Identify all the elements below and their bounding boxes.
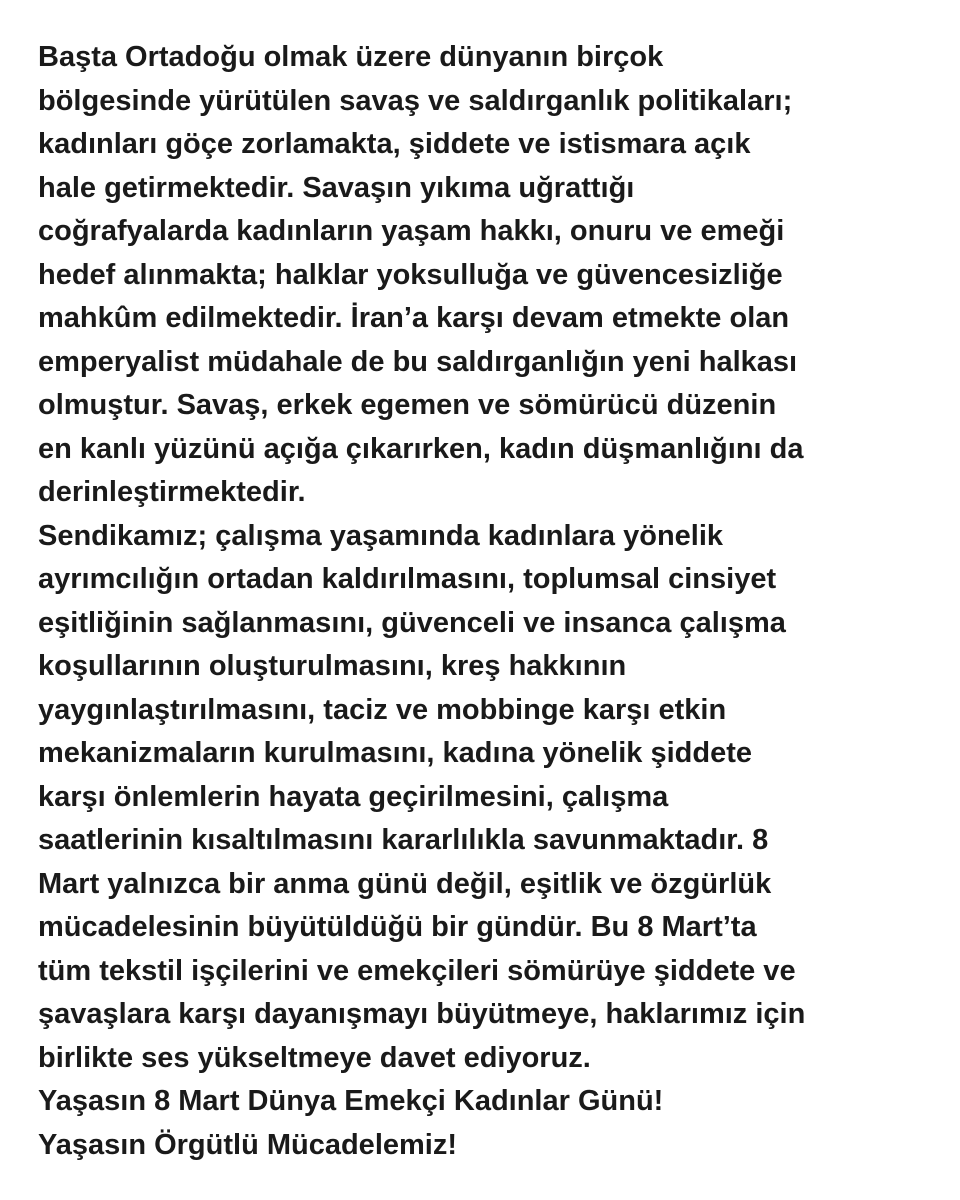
text-line: coğrafyalarda kadınların yaşam hakkı, onuru ve emeği [38,215,785,247]
text-line: Başta Ortadoğu olmak üzere dünyanın birçok [38,41,664,73]
text-line: şavaşlara karşı dayanışmayı büyütmeye, haklarımız için [38,998,806,1030]
text-line: mücadelesinin büyütüldüğü bir gündür. Bu 8 Mart’ta [38,911,757,943]
text-line: karşı önlemlerin hayata geçirilmesini, çalışma [38,780,669,813]
slogan-organized-struggle: Yaşasın Örgütlü Mücadelemiz! [38,1128,457,1161]
text-line: yaygınlaştırılmasını, taciz ve mobbinge karşı etkin [38,693,727,726]
text-line: hale getirmektedir. Savaşın yıkıma uğrattığı [38,171,635,204]
text-line: koşullarının oluşturulmasını, kreş hakkının [38,650,627,682]
paragraph-union-demands [38,515,938,1081]
text-line: hedef alınmakta; halklar yoksulluğa ve güvencesizliğe [38,258,783,291]
text-line: derinleştirmektedir. [38,476,306,508]
text-line: tüm tekstil işçilerini ve emekçileri sömürüye şiddete ve [38,954,796,987]
text-line: Sendikamız; çalışma yaşamında kadınlara yönelik [38,519,724,552]
text-line: mahkûm edilmektedir. İran’a karşı devam etmekte olan [38,302,790,334]
text-line: saatlerinin kısaltılmasını kararlılıkla savunmaktadır. 8 [38,824,769,856]
text-line: birlikte ses yükseltmeye davet ediyoruz. [38,1041,591,1074]
text-line: ayrımcılığın ortadan kaldırılmasını, toplumsal cinsiyet [38,563,777,595]
statement-document [38,36,938,1167]
text-line: en kanlı yüzünü açığa çıkarırken, kadın düşmanlığını da [38,432,804,465]
paragraph-war-and-women [38,36,938,515]
slogan-march-8: Yaşasın 8 Mart Dünya Emekçi Kadınlar Günü! [38,1085,664,1117]
text-line: mekanizmaların kurulmasını, kadına yönelik şiddete [38,737,752,769]
text-line: eşitliğinin sağlanmasını, güvenceli ve insanca çalışma [38,606,786,639]
text-line: emperyalist müdahale de bu saldırganlığın yeni halkası [38,345,798,378]
text-line: bölgesinde yürütülen savaş ve saldırganlık politikaları; [38,84,793,117]
text-line: olmuştur. Savaş, erkek egemen ve sömürücü düzenin [38,389,777,421]
text-line: Mart yalnızca bir anma günü değil, eşitlik ve özgürlük [38,867,772,900]
text-line: kadınları göçe zorlamakta, şiddete ve istismara açık [38,128,751,160]
